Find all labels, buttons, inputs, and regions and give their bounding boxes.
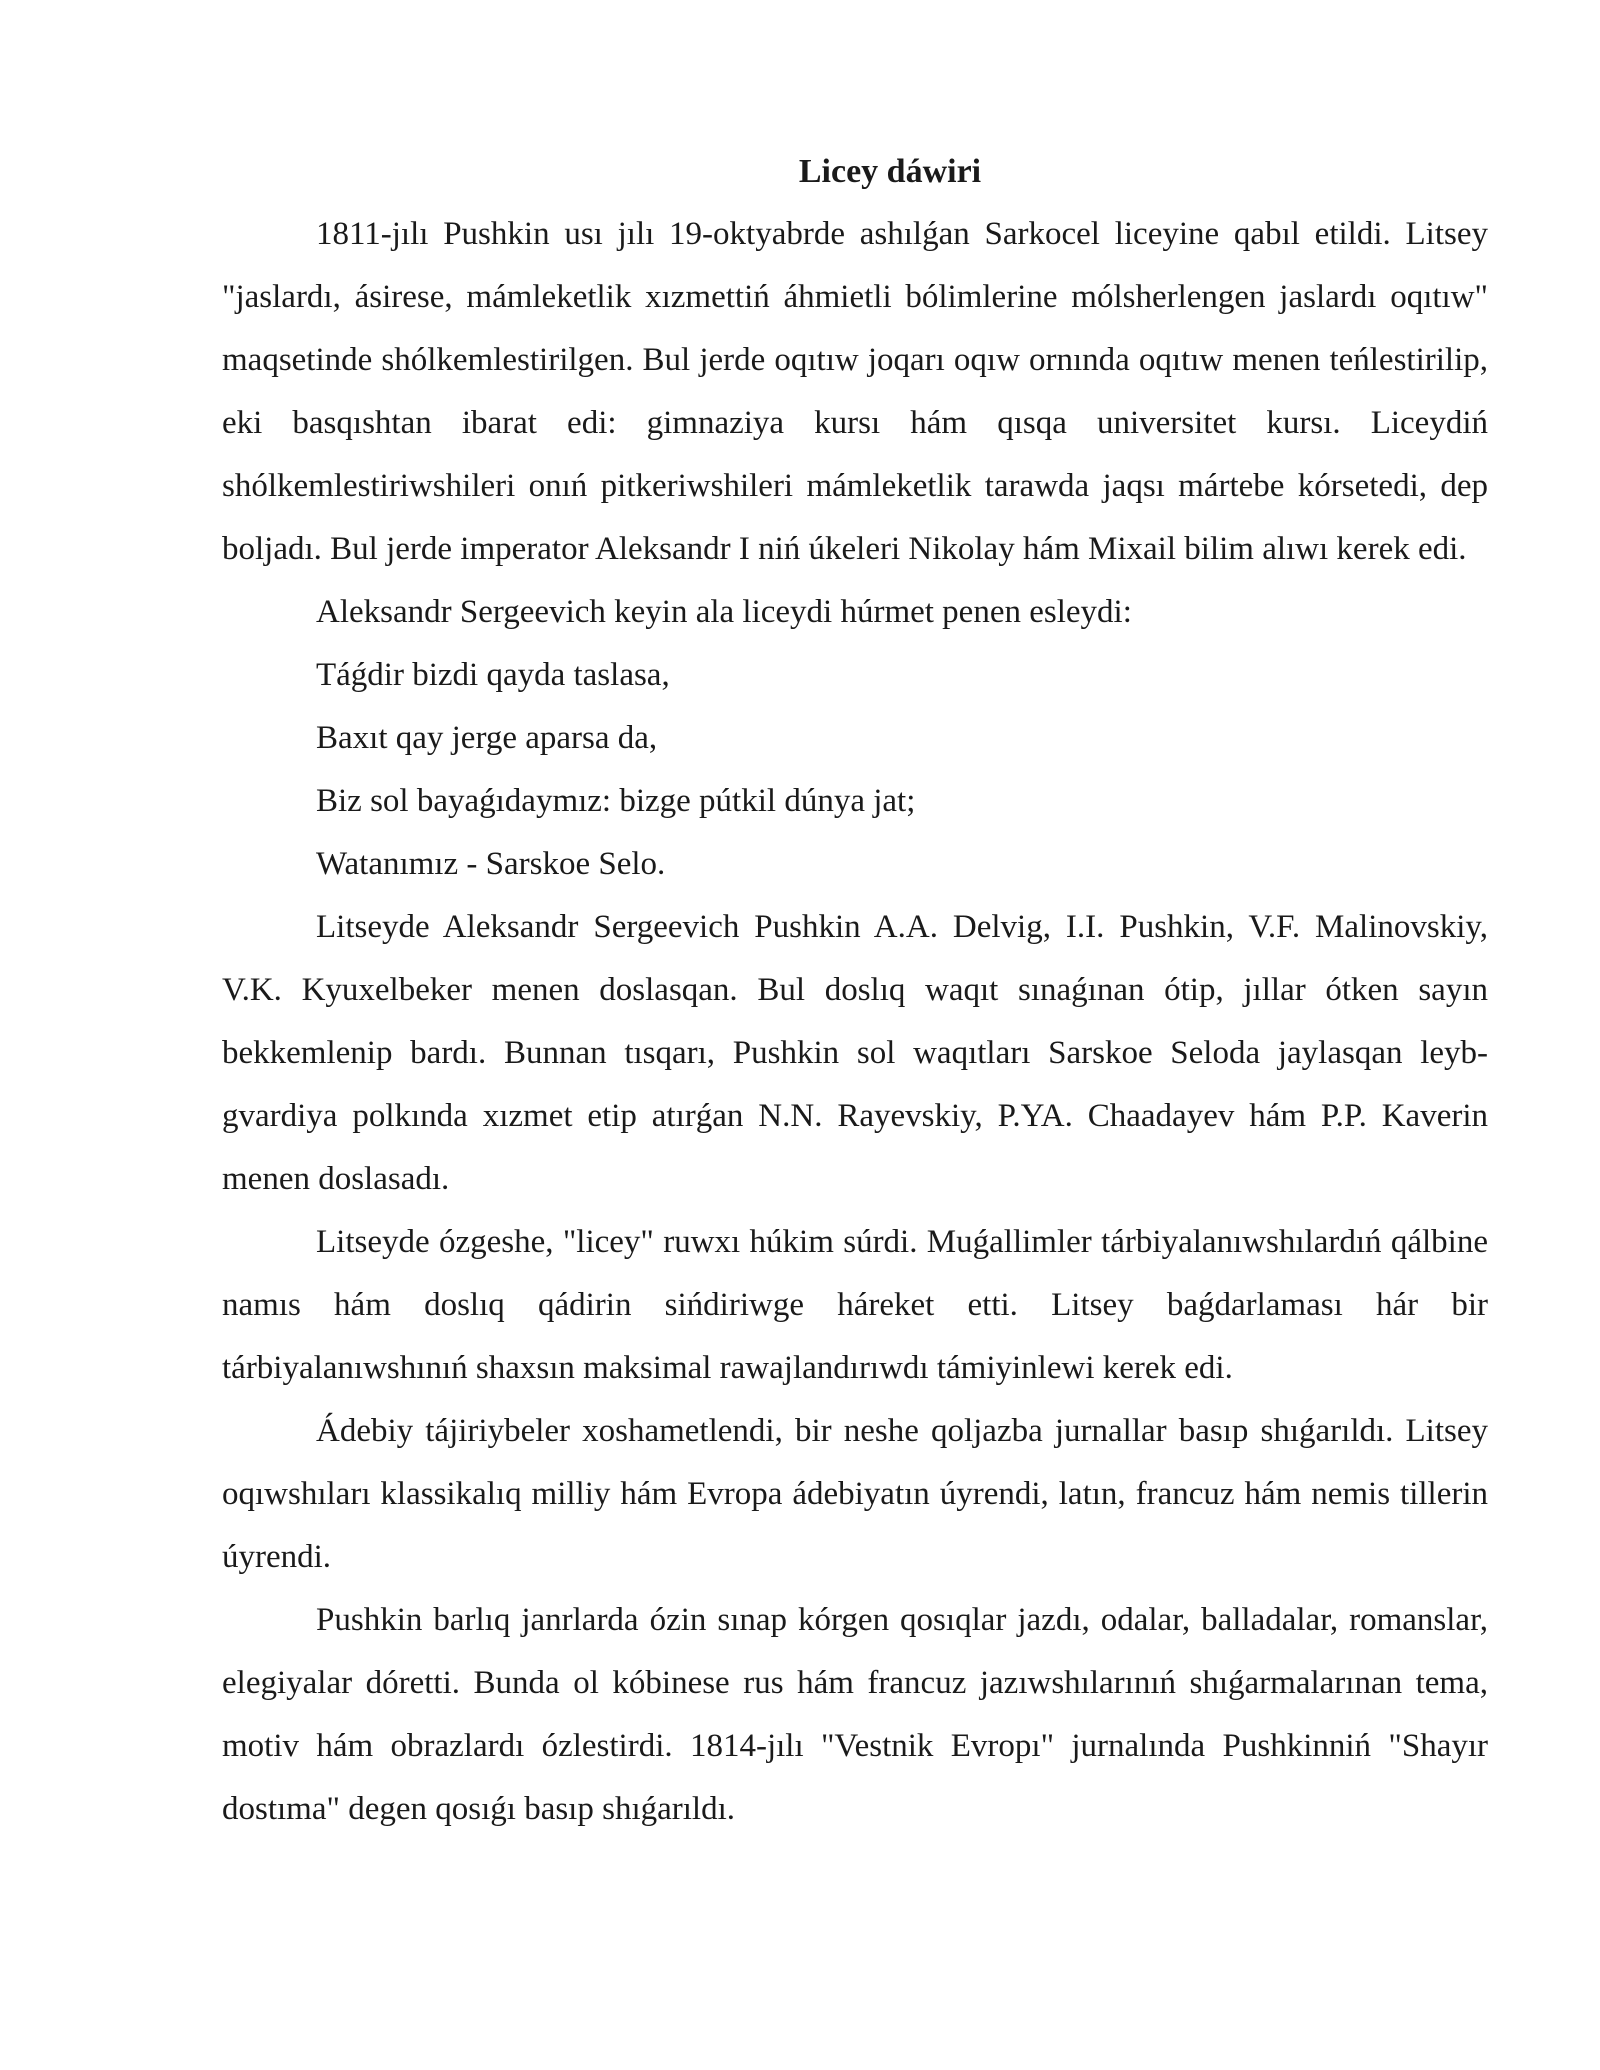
- verse-block: [222, 644, 1488, 896]
- paragraph-friendships: Litseyde Aleksandr Sergeevich Pushkin A.A. Delvig, I.I. Pushkin, V.F. Malinovskiy, V.K. Kyuxelbeker menen doslasqan. Bul doslıq waqıt sınaǵınan ótip, jıllar ótken sayın bekkemlenip bardı. Bunnan tısqarı, Pushkin sol waqıtları Sarskoe Seloda jaylasqan leyb-gvardiya polkında xızmet etip atırǵan N.N. Rayevskiy, P.YA. Chaadayev hám P.P. Kaverin menen doslasadı.: [222, 909, 1488, 1197]
- page-title: Licey dáwiri: [798, 153, 982, 190]
- paragraph-lyceum-founding: 1811-jılı Pushkin usı jılı 19-oktyabrde ashılǵan Sarkocel liceyine qabıl etildi. Litsey "jaslardı, ásirese, mámleketlik xızmettiń áhmietli bólimlerine mólsherlengen jaslardı oqıtıw" maqsetinde shólkemlestirilgen. Bul jerde oqıtıw joqarı oqıw ornında oqıtıw menen teńlestirilip, eki basqıshtan ibarat edi: gimnaziya kursı hám qısqa universitet kursı. Liceydiń shólkemlestiriwshileri onıń pitkeriwshileri mámleketlik tarawda jaqsı mártebe kórsetedi, dep boljadı. Bul jerde imperator Aleksandr I niń úkeleri Nikolay hám Mixail bilim alıwı kerek edi.: [222, 216, 1488, 567]
- paragraph-literary-experiments: Ádebiy tájiriybeler xoshametlendi, bir neshe qoljazba jurnallar basıp shıǵarıldı. Litsey oqıwshıları klassikalıq milliy hám Evropa ádebiyatın úyrendi, latın, francuz hám nemis tillerin úyrendi.: [222, 1413, 1488, 1575]
- verse-line: Táǵdir bizdi qayda taslasa,: [316, 657, 670, 693]
- paragraph-genres: Pushkin barlıq janrlarda ózin sınap kórgen qosıqlar jazdı, odalar, balladalar, romanslar, elegiyalar dóretti. Bunda ol kóbinese rus hám francuz jazıwshılarınıń shıǵarmalarınan tema, motiv hám obrazlardı ózlestirdi. 1814-jılı "Vestnik Evropı" jurnalında Pushkinniń "Shayır dostıma" degen qosıǵı basıp shıǵarıldı.: [222, 1602, 1488, 1827]
- verse-line: Biz sol bayaǵıdaymız: bizge pútkil dúnya jat;: [316, 783, 916, 819]
- verse-line: Watanımız - Sarskoe Selo.: [316, 846, 666, 882]
- document-page: [222, 140, 1488, 1841]
- paragraph-remembrance-intro: Aleksandr Sergeevich keyin ala liceydi húrmet penen esleydi:: [316, 594, 1132, 630]
- verse-line: Baxıt qay jerge aparsa da,: [316, 720, 658, 756]
- paragraph-lyceum-spirit: Litseyde ózgeshe, "licey" ruwxı húkim súrdi. Muǵallimler tárbiyalanıwshılardıń qálbine namıs hám doslıq qádirin sińdiriwge háreket etti. Litsey baǵdarlaması hár bir tárbiyalanıwshınıń shaxsın maksimal rawajlandırıwdı támiyinlewi kerek edi.: [222, 1224, 1488, 1386]
